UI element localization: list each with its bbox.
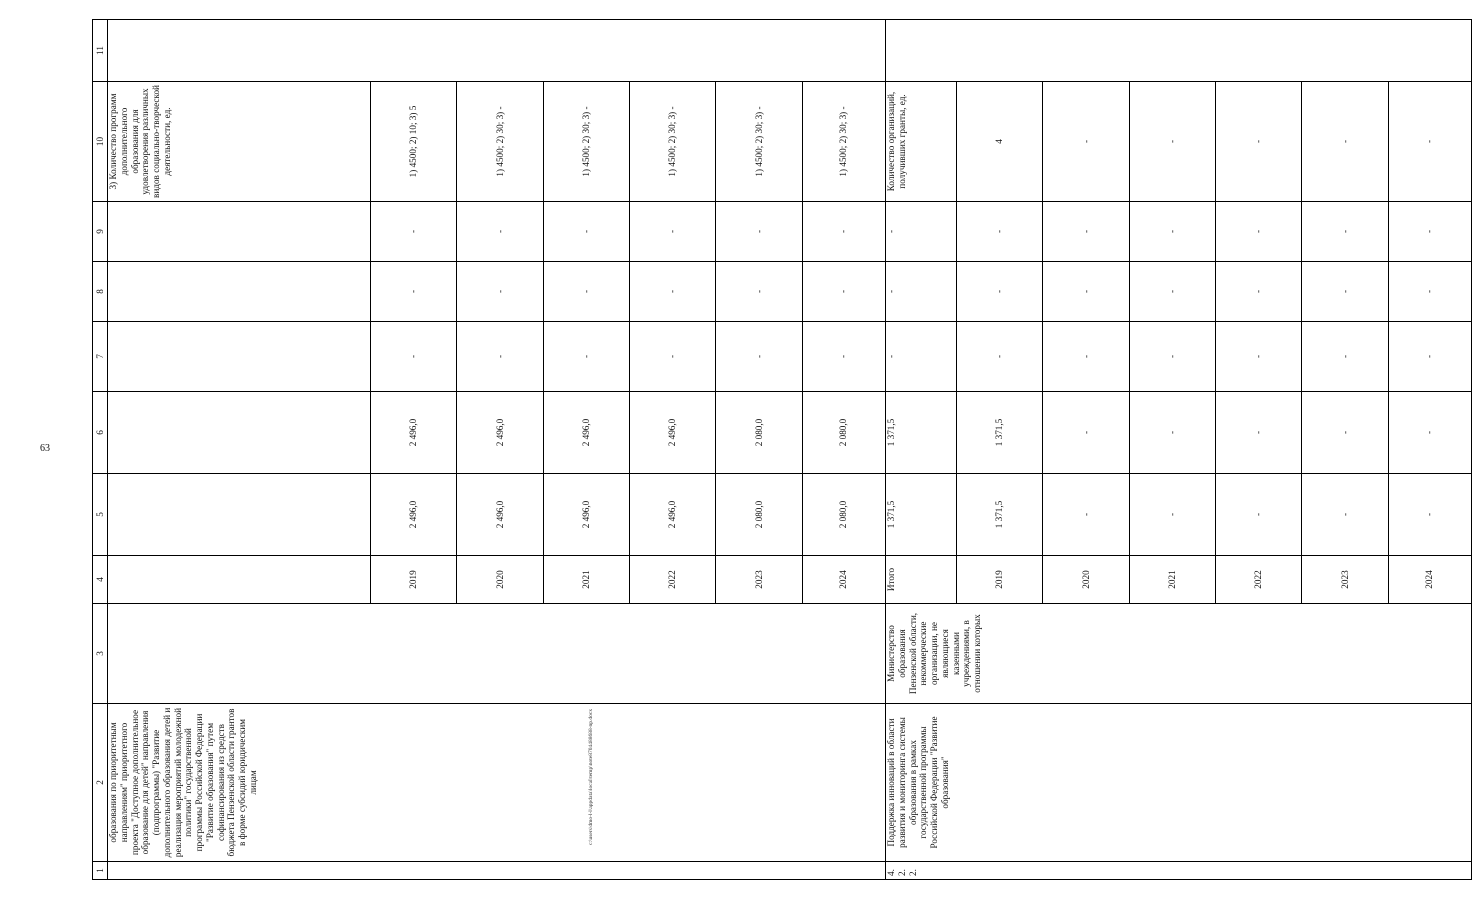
year: 2020 (1043, 556, 1129, 603)
value: 2 496,0 (457, 392, 543, 473)
value: 1 371,5 (957, 474, 1043, 555)
year: 2024 (1388, 556, 1471, 603)
value: - (630, 202, 716, 261)
regional-funding-cell (108, 392, 886, 474)
indicator-value: - (1043, 82, 1129, 201)
col-header-5: 5 (93, 474, 108, 556)
value: - (543, 322, 629, 391)
year: 2021 (1129, 556, 1215, 603)
executor (108, 604, 886, 704)
value: - (630, 322, 716, 391)
value: 2 496,0 (543, 392, 629, 473)
measure-name: образования по приоритетным направлениям" приоритетного проекта "Доступное дополнительное образование для детей" направления (подпрограммы) "Развитие дополнительного образования детей и реализация мероприятий молодежной политики" государственной программы Российской Федерации "Развитие образования" путем софинансирования из средств бюджета Пензенской области грантов в форме субсидий юридическим лицам (108, 704, 886, 862)
indicator-title: 3) Количество программ дополнительного образования для удовлетворения различных видов социально-творческой деятельности, ед. (108, 85, 172, 198)
row-number: 4.2.2. (886, 862, 1472, 880)
value: - (1302, 262, 1388, 321)
year: 2023 (716, 556, 802, 603)
value: - (371, 202, 457, 261)
value: - (1302, 474, 1388, 555)
indicator-cell (108, 82, 886, 202)
col11-cell (886, 20, 1472, 82)
value: - (457, 262, 543, 321)
value: - (1302, 322, 1388, 391)
table-row-4-2-2 (886, 20, 1472, 880)
col8-cell (886, 262, 1472, 322)
value: - (371, 322, 457, 391)
value: - (543, 262, 629, 321)
indicator-value: 1) 4500; 2) 30; 3) - (543, 82, 629, 201)
col-header-4: 4 (93, 556, 108, 604)
value: - (716, 202, 802, 261)
table-row-continuation (108, 20, 886, 880)
indicator-value: - (1216, 82, 1302, 201)
indicator-value: - (1388, 82, 1471, 201)
col-header-1: 1 (93, 862, 108, 880)
indicator-value: - (1129, 82, 1215, 201)
value: - (457, 202, 543, 261)
value: - (1216, 262, 1302, 321)
value: - (1043, 392, 1129, 473)
value: - (1388, 202, 1471, 261)
page-number: 63 (40, 443, 50, 454)
col-header-8: 8 (93, 262, 108, 322)
value: - (1216, 474, 1302, 555)
value: - (1043, 262, 1129, 321)
value: 1 371,5 (957, 392, 1043, 473)
year: 2020 (457, 556, 543, 603)
col-header-7: 7 (93, 322, 108, 392)
value: - (1216, 202, 1302, 261)
indicator-value: 1) 4500; 2) 30; 3) - (716, 82, 802, 201)
program-table (92, 19, 1472, 880)
col9-cell (886, 202, 1472, 262)
value: - (543, 202, 629, 261)
value: - (1043, 474, 1129, 555)
value: 2 496,0 (371, 392, 457, 473)
file-path-footer: c:\users\dmo-l-l\appdata\local\temp\note8704488688-np.docx (588, 708, 594, 845)
value: - (1129, 262, 1215, 321)
value: - (1129, 474, 1215, 555)
row-number (108, 862, 886, 880)
value: - (1043, 202, 1129, 261)
col11-cell (108, 20, 886, 82)
total-funding-cell (886, 474, 1472, 556)
value: - (957, 322, 1043, 391)
year: 2019 (371, 556, 457, 603)
measure-name: Поддержка инноваций в области развития и мониторинга системы образования в рамках государственной программы Российской Федерации "Развитие образования" (886, 704, 1472, 862)
value: 2 496,0 (630, 474, 716, 555)
value: - (1129, 322, 1215, 391)
value: - (1129, 392, 1215, 473)
year: 2021 (543, 556, 629, 603)
total-value: 1 371,5 (886, 500, 896, 529)
col7-cell (886, 322, 1472, 392)
year: 2023 (1302, 556, 1388, 603)
total-funding-cell (108, 474, 886, 556)
total-value: 1 371,5 (886, 418, 896, 447)
col-header-10: 10 (93, 82, 108, 202)
indicator-title: Количество организаций, получивших гранты, ед. (886, 91, 907, 192)
value: - (371, 262, 457, 321)
value: - (1129, 202, 1215, 261)
value: 2 080,0 (802, 474, 885, 555)
value: - (1216, 322, 1302, 391)
header-row (93, 20, 108, 880)
value: - (457, 322, 543, 391)
col-header-3: 3 (93, 604, 108, 704)
indicator-value: 1) 4500; 2) 30; 3) - (630, 82, 716, 201)
total-value: - (886, 289, 896, 294)
value: - (957, 262, 1043, 321)
value: - (1302, 202, 1388, 261)
value: - (1216, 392, 1302, 473)
total-value: - (886, 354, 896, 359)
indicator-cell (886, 82, 1472, 202)
value: - (1388, 322, 1471, 391)
years-cell (108, 556, 886, 604)
year: 2022 (630, 556, 716, 603)
year: 2019 (957, 556, 1043, 603)
value: - (630, 262, 716, 321)
value: - (1043, 322, 1129, 391)
col-header-6: 6 (93, 392, 108, 474)
indicator-value: 1) 4500; 2) 10; 3) 5 (371, 82, 457, 201)
value: - (1388, 392, 1471, 473)
value: - (716, 262, 802, 321)
total-value: - (886, 229, 896, 234)
value: - (802, 202, 885, 261)
col-header-9: 9 (93, 202, 108, 262)
value: - (802, 262, 885, 321)
col8-cell (108, 262, 886, 322)
value: - (1388, 474, 1471, 555)
year: 2024 (802, 556, 885, 603)
value: 2 080,0 (716, 474, 802, 555)
rotated-table-container (92, 20, 1435, 880)
executor: Министерство образования Пензенской области, некоммерческие организации, не являющиеся казенными учреждениями, в отношении которых (886, 604, 1472, 704)
col-header-11: 11 (93, 20, 108, 82)
regional-funding-cell (886, 392, 1472, 474)
year: 2022 (1216, 556, 1302, 603)
value: 2 496,0 (543, 474, 629, 555)
indicator-value: 1) 4500; 2) 30; 3) - (802, 82, 885, 201)
indicator-value: 4 (957, 82, 1043, 201)
value: 2 080,0 (716, 392, 802, 473)
value: - (802, 322, 885, 391)
value: 2 496,0 (630, 392, 716, 473)
value: - (716, 322, 802, 391)
value: 2 496,0 (457, 474, 543, 555)
value: - (957, 202, 1043, 261)
years-cell (886, 556, 1472, 604)
indicator-value: 1) 4500; 2) 30; 3) - (457, 82, 543, 201)
value: 2 496,0 (371, 474, 457, 555)
col7-cell (108, 322, 886, 392)
col9-cell (108, 202, 886, 262)
value: - (1302, 392, 1388, 473)
indicator-value: - (1302, 82, 1388, 201)
value: 2 080,0 (802, 392, 885, 473)
value: - (1388, 262, 1471, 321)
col-header-2: 2 (93, 704, 108, 862)
total-label: Итого (886, 567, 896, 592)
